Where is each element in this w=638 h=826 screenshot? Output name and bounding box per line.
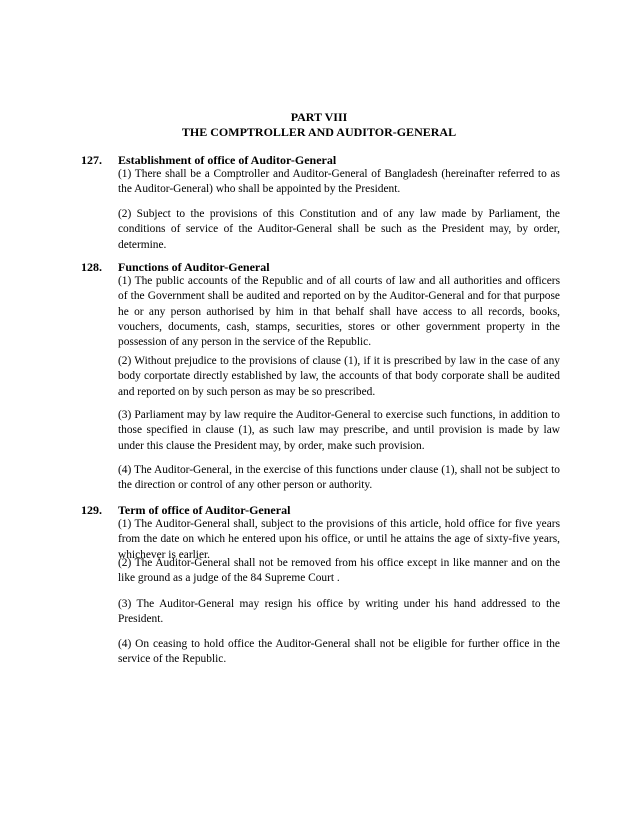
- clause-paragraph: (4) The Auditor-General, in the exercise of this functions under clause (1), shall not be subject to the direction or control of any other person or authority.: [118, 464, 560, 492]
- article-number: 129.: [81, 503, 102, 517]
- clause-paragraph: (3) Parliament may by law require the Auditor-General to exercise such functions, in addition to those specified in clause (1), as such law may prescribe, and until provision is made by law under this clause the President may, by order, make such provision.: [118, 409, 560, 452]
- clause-paragraph: (3) The Auditor-General may resign his office by writing under his hand addressed to the President.: [118, 598, 560, 626]
- clause-paragraph: (4) On ceasing to hold office the Auditor-General shall not be eligible for further office in the service of the Republic.: [118, 638, 560, 666]
- clause-paragraph: (1) There shall be a Comptroller and Auditor-General of Bangladesh (hereinafter referred to as the Auditor-General) who shall be appointed by the President.: [118, 168, 560, 196]
- clause-paragraph: (2) Subject to the provisions of this Constitution and of any law made by Parliament, the conditions of service of the Auditor-General shall be such as the President may, by order, determine.: [118, 208, 560, 251]
- part-subtitle: THE COMPTROLLER AND AUDITOR-GENERAL: [181, 125, 457, 139]
- clause-paragraph: (1) The Auditor-General shall, subject to the provisions of this article, hold office for five years from the date on which he entered upon his office, or until he attains the age of sixty-five years, whichever is earlier.: [118, 518, 560, 561]
- article-number: 127.: [81, 153, 102, 167]
- clause-paragraph: (2) Without prejudice to the provisions of clause (1), if it is prescribed by law in the case of any body corportate directly established by law, the accounts of that body corporate shall be audited and reported on by such person as may be so prescribed.: [118, 355, 560, 398]
- article-title: Term of office of Auditor-General: [118, 503, 291, 517]
- article-title: Functions of Auditor-General: [118, 260, 270, 274]
- clause-paragraph: (2) The Auditor-General shall not be removed from his office except in like manner and on the like ground as a judge of the 84 Supreme Court .: [118, 557, 560, 585]
- part-title: PART VIII: [290, 110, 348, 124]
- article-title: Establishment of office of Auditor-General: [118, 153, 337, 167]
- article-number: 128.: [81, 260, 102, 274]
- clause-paragraph: (1) The public accounts of the Republic and of all courts of law and all authorities and officers of the Government shall be audited and reported on by the Auditor-General and for that purpose he or any person authorised by him in that behalf shall have access to all records, books, vouchers, documents, cash, stamps, securities, stores or other government property in the possession of any person in the service of the Republic.: [118, 275, 560, 349]
